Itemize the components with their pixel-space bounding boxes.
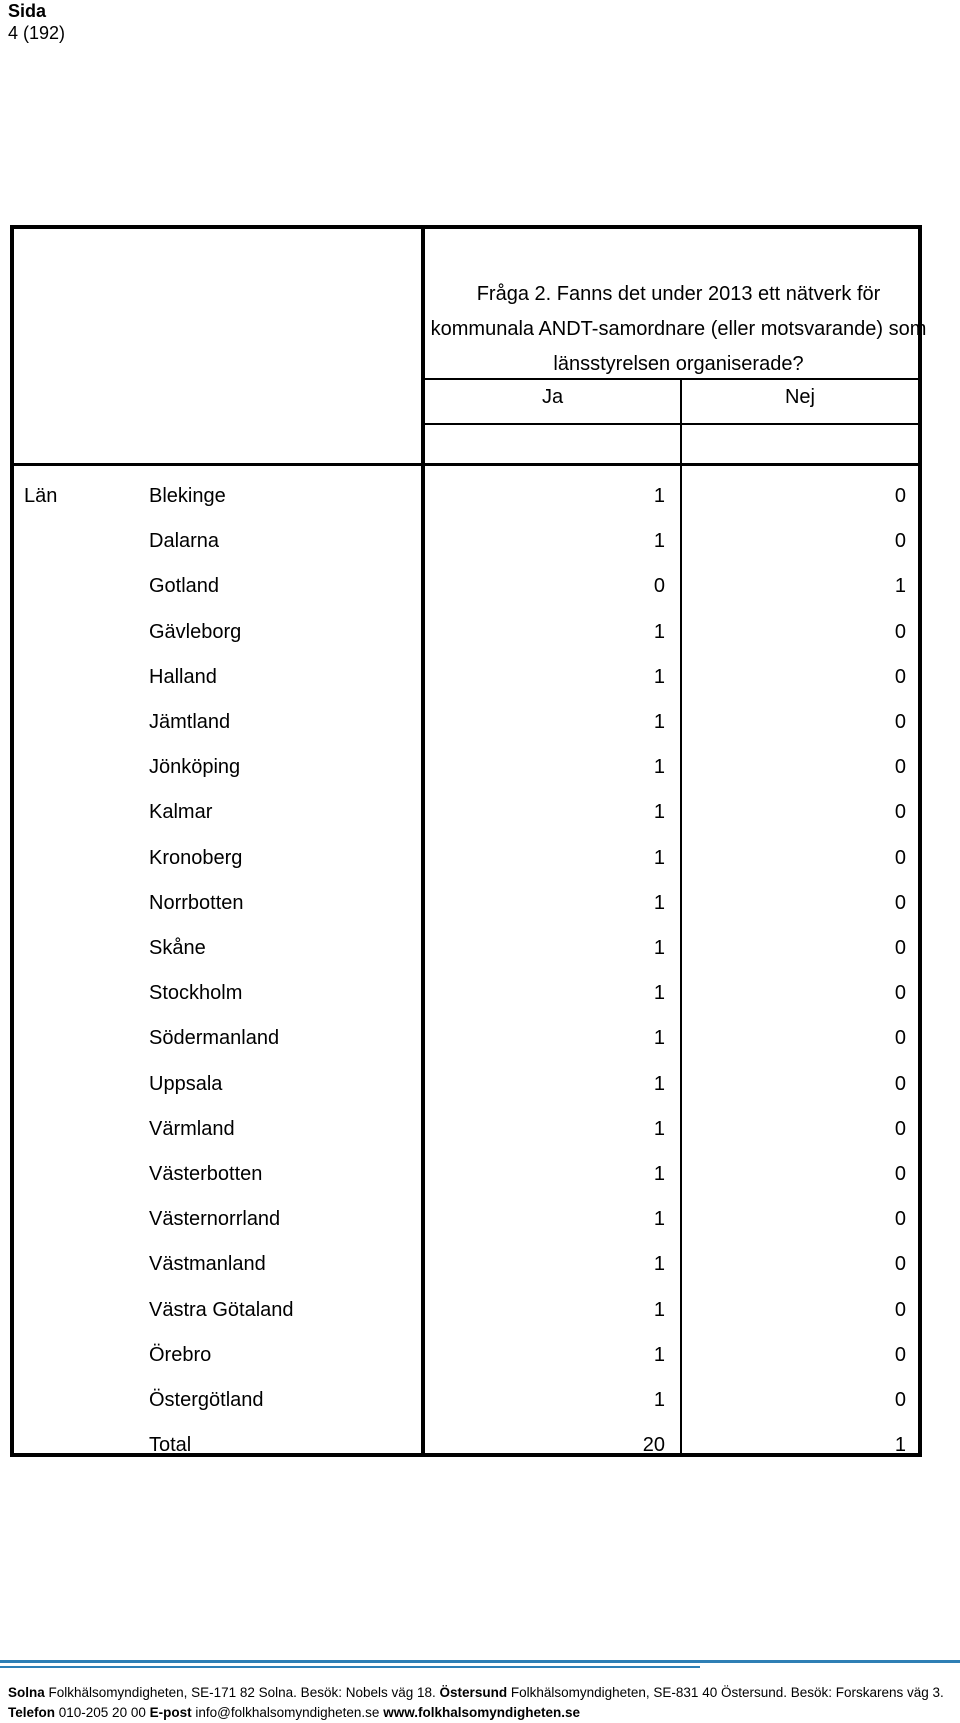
table-row [14, 746, 918, 791]
ja-cell: 1 [653, 1253, 665, 1276]
region-cell: Östergötland [149, 1389, 264, 1411]
table-row [14, 927, 918, 972]
region-cell: Gotland [149, 575, 220, 598]
nej-cell: 0 [894, 620, 906, 643]
ja-cell: 1 [653, 1117, 665, 1140]
ja-cell: 1 [653, 1208, 665, 1231]
table-row [14, 791, 918, 836]
nej-cell: 0 [894, 1117, 906, 1140]
nej-cell: 1 [894, 1434, 906, 1457]
nej-cell: 0 [894, 1253, 906, 1276]
nej-cell: 1 [894, 575, 906, 598]
table-row [14, 1153, 918, 1198]
region-cell: Jönköping [149, 756, 241, 779]
table-row [14, 1017, 918, 1062]
ja-cell: 1 [653, 1389, 665, 1411]
region-cell: Uppsala [149, 1072, 223, 1095]
footer-line-1 [8, 1683, 944, 1703]
ja-cell: 1 [653, 846, 665, 869]
table-row [14, 972, 918, 1017]
header-rule [425, 423, 918, 425]
table-row [14, 1198, 918, 1243]
nej-cell: 0 [894, 801, 906, 824]
region-cell: Halland [149, 665, 217, 688]
footer-web-link[interactable]: www.folkhalsomyndigheten.se [383, 1705, 581, 1720]
region-cell: Västmanland [149, 1253, 266, 1276]
footer-epost-label: E-post [149, 1705, 192, 1720]
header-rule [14, 463, 918, 466]
table-row [14, 1379, 918, 1424]
region-cell: Skåne [149, 937, 206, 959]
row-group-label: Län [24, 485, 58, 507]
table-row [14, 837, 918, 882]
nej-cell: 0 [894, 485, 906, 507]
region-cell: Norrbotten [149, 891, 244, 914]
region-cell: Total [149, 1434, 192, 1457]
table-row [14, 1334, 918, 1379]
nej-cell: 0 [894, 756, 906, 779]
ja-cell: 1 [653, 756, 665, 779]
region-cell: Örebro [149, 1343, 212, 1366]
nej-cell: 0 [894, 846, 906, 869]
page-header [8, 0, 65, 44]
page-label: Sida [8, 1, 47, 21]
nej-cell: 0 [894, 711, 906, 733]
ja-cell: 1 [653, 1298, 665, 1321]
ja-cell: 1 [653, 982, 665, 1005]
ja-cell: 1 [653, 711, 665, 733]
footer-ostersund-label: Östersund [439, 1685, 508, 1700]
nej-cell: 0 [894, 1389, 906, 1411]
footer-line-2 [8, 1703, 944, 1723]
table-row [14, 475, 918, 520]
nej-cell: 0 [894, 982, 906, 1005]
ja-cell: 1 [653, 620, 665, 643]
region-cell: Västernorrland [149, 1208, 281, 1231]
nej-cell: 0 [894, 1027, 906, 1050]
region-cell: Blekinge [149, 485, 226, 507]
ja-cell: 1 [653, 1163, 665, 1185]
ja-cell: 0 [653, 575, 665, 598]
footer [8, 1683, 944, 1723]
ja-cell: 1 [653, 1072, 665, 1095]
table-row [14, 520, 918, 565]
table-row [14, 1289, 918, 1334]
ja-cell: 1 [653, 937, 665, 959]
table-row [14, 701, 918, 746]
region-cell: Södermanland [149, 1027, 280, 1050]
region-cell: Kalmar [149, 801, 213, 824]
footer-telefon-text: 010-205 20 00 [58, 1705, 146, 1720]
region-cell: Stockholm [149, 982, 243, 1005]
nej-cell: 0 [894, 530, 906, 553]
nej-cell: 0 [894, 1072, 906, 1095]
footer-epost-text: info@folkhalsomyndigheten.se [195, 1705, 380, 1720]
region-cell: Kronoberg [149, 846, 243, 869]
ja-cell: 1 [653, 485, 665, 507]
table-row [14, 656, 918, 701]
table-row [14, 1424, 918, 1469]
results-table [10, 225, 927, 1457]
region-cell: Västerbotten [149, 1163, 263, 1185]
table-row [14, 1243, 918, 1288]
nej-cell: 0 [894, 937, 906, 959]
region-cell: Västra Götaland [149, 1298, 294, 1321]
ja-cell: 1 [653, 891, 665, 914]
table-row [14, 882, 918, 927]
footer-solna-text: Folkhälsomyndigheten, SE-171 82 Solna. Besök: Nobels väg 18. [48, 1685, 436, 1700]
region-cell: Dalarna [149, 530, 220, 553]
nej-cell: 0 [894, 1298, 906, 1321]
table-row [14, 611, 918, 656]
nej-cell: 0 [894, 891, 906, 914]
table-row [14, 1108, 918, 1153]
ja-cell: 1 [653, 530, 665, 553]
ja-cell: 1 [653, 801, 665, 824]
region-cell: Gävleborg [149, 620, 242, 643]
table-row [14, 565, 918, 610]
footer-solna-label: Solna [8, 1685, 45, 1700]
column-header-nej: Nej [784, 386, 815, 408]
nej-cell: 0 [894, 665, 906, 688]
ja-cell: 1 [653, 665, 665, 688]
footer-divider [0, 1666, 700, 1668]
footer-divider [0, 1660, 960, 1663]
footer-telefon-label: Telefon [8, 1705, 55, 1720]
ja-cell: 20 [642, 1434, 665, 1457]
region-cell: Värmland [149, 1117, 235, 1140]
page-number: 4 (192) [8, 23, 66, 43]
ja-cell: 1 [653, 1343, 665, 1366]
column-header-ja: Ja [541, 386, 564, 408]
ja-cell: 1 [653, 1027, 665, 1050]
nej-cell: 0 [894, 1343, 906, 1366]
footer-ostersund-text: Folkhälsomyndigheten, SE-831 40 Östersund. Besök: Forskarens väg 3. [510, 1685, 944, 1700]
question-text: Fråga 2. Fanns det under 2013 ett nätverk för kommunala ANDT-samordnare (eller motsvarande) som länsstyrelsen organiserade? [430, 283, 927, 375]
region-cell: Jämtland [149, 711, 231, 733]
nej-cell: 0 [894, 1208, 906, 1231]
nej-cell: 0 [894, 1163, 906, 1185]
table-row [14, 1063, 918, 1108]
